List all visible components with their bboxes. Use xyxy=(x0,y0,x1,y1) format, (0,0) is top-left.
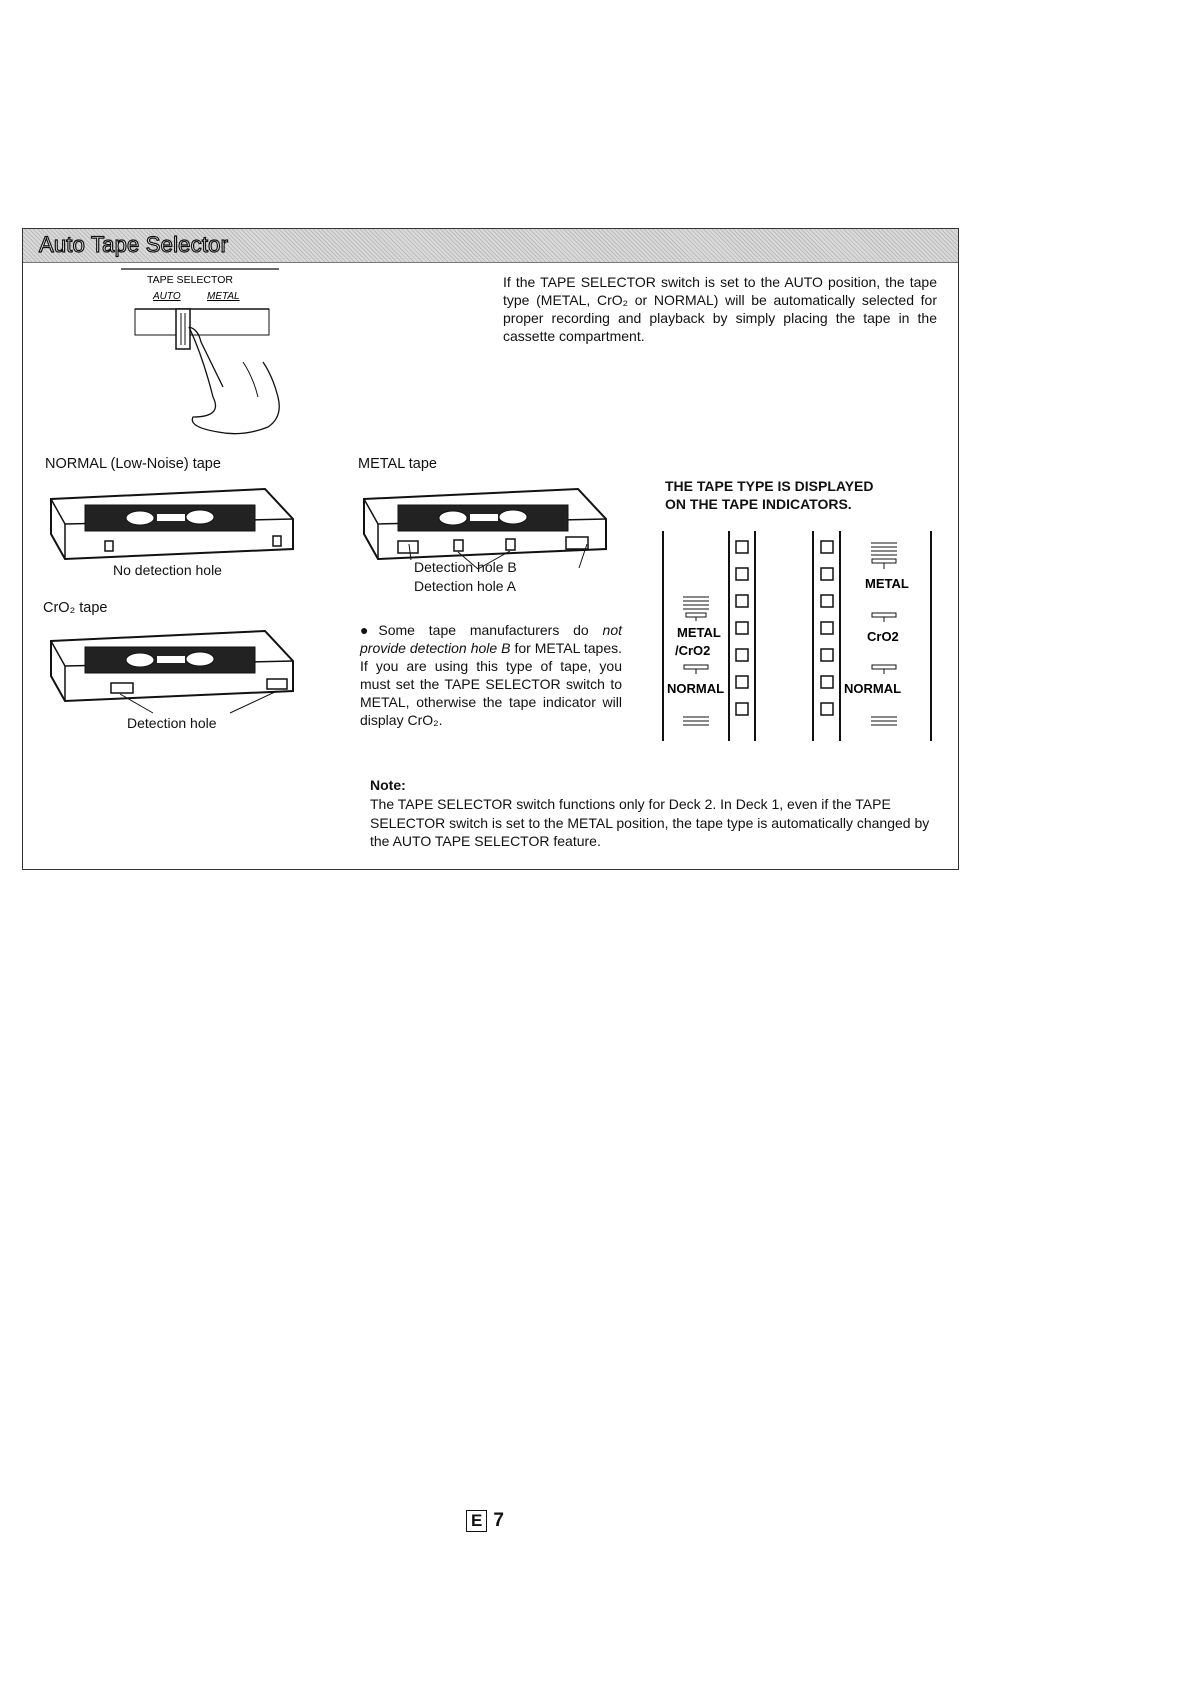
normal-tape-label: NORMAL (Low-Noise) tape xyxy=(45,456,221,472)
normal-tape-illustration xyxy=(45,479,300,569)
cro2-tape-caption: Detection hole xyxy=(127,715,217,731)
bullet-marker: ● xyxy=(360,622,379,638)
metal-tape-label: METAL tape xyxy=(358,456,437,472)
intro-paragraph: If the TAPE SELECTOR switch is set to the AUTO position, the tape type (METAL, CrO₂ or NORMAL) will be automatically selected for proper recording and playback by simply placing the tape in the cassette compartment. xyxy=(503,274,937,344)
page-language-letter: E xyxy=(466,1510,487,1532)
metal-detection-hole-b-caption: Detection hole B xyxy=(414,559,517,575)
section-title: Auto Tape Selector xyxy=(39,232,229,257)
switch-caption: TAPE SELECTOR xyxy=(147,274,233,286)
normal-tape-caption: No detection hole xyxy=(113,562,222,578)
left-label-normal: NORMAL xyxy=(667,681,725,696)
page-number xyxy=(466,1510,504,1532)
switch-position-metal: METAL xyxy=(207,291,240,302)
right-label-metal: METAL xyxy=(865,576,909,591)
right-label-normal: NORMAL xyxy=(844,681,902,696)
left-label-cro2: /CrO2 xyxy=(675,643,711,658)
tape-selector-switch-illustration xyxy=(93,267,293,452)
tape-indicator-diagram xyxy=(653,531,943,753)
cro2-tape-label: CrO₂ tape xyxy=(43,600,108,616)
indicator-panel-left xyxy=(663,531,755,741)
note-body: The TAPE SELECTOR switch functions only for Deck 2. In Deck 1, even if the TAPE SELECTOR switch is set to the METAL position, the tape type is automatically changed by the AUTO TAPE SELECTOR feature. xyxy=(370,796,930,849)
switch-position-auto: AUTO xyxy=(153,291,181,302)
section-header xyxy=(23,229,958,263)
metal-tape-bullet-note: ●Some tape manufacturers do not provide detection hole B for METAL tapes. If you are using this type of tape, you must set the TAPE SELECTOR switch to METAL, otherwise the tape indicator will display CrO₂. xyxy=(360,622,623,728)
auto-tape-selector-section xyxy=(22,228,959,870)
indicator-heading: THE TAPE TYPE IS DISPLAYED ON THE TAPE INDICATORS. xyxy=(665,478,874,512)
page-number-value: 7 xyxy=(493,1510,504,1531)
cro2-tape-illustration xyxy=(45,621,300,716)
indicator-panel-right xyxy=(813,531,931,741)
metal-detection-hole-a-caption: Detection hole A xyxy=(414,578,516,594)
right-label-cro2: CrO2 xyxy=(867,629,899,644)
note-heading: Note: xyxy=(370,777,406,793)
left-label-metal: METAL xyxy=(677,625,721,640)
